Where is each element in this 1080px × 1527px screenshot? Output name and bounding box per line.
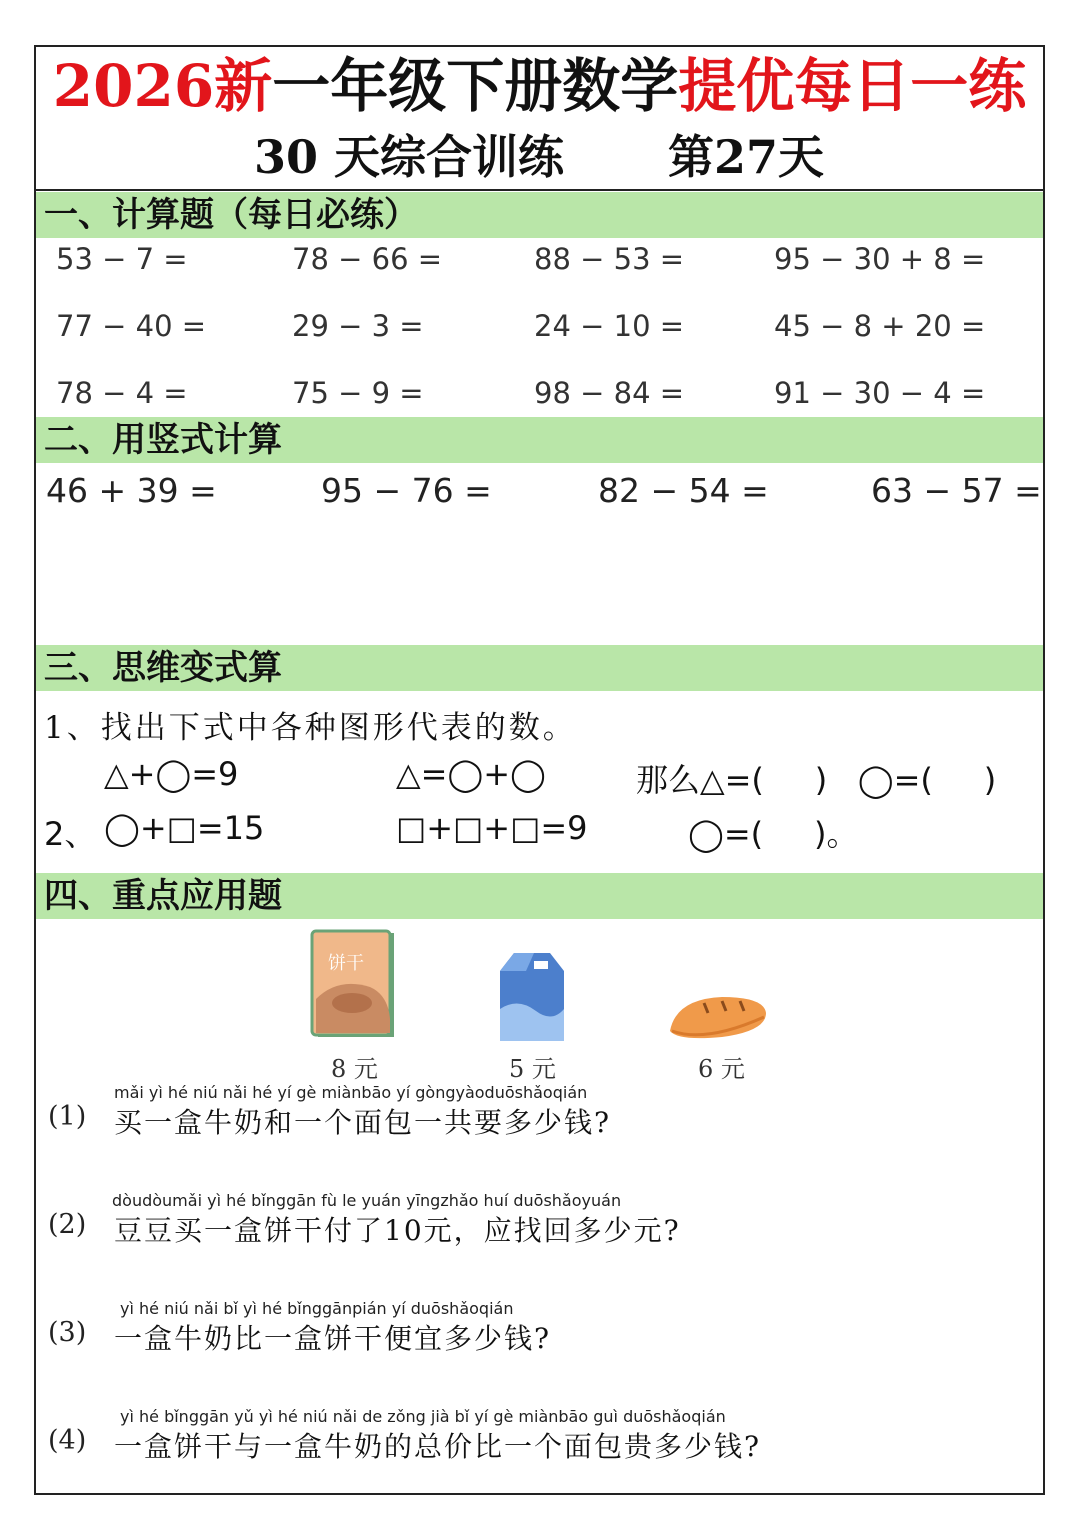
question-pinyin: mǎi yì hé niú nǎi hé yí gè miànbāo yí gòngyàoduōshǎoqián bbox=[114, 1083, 588, 1102]
biscuit-box-image bbox=[308, 929, 400, 1041]
question-text: 豆豆买一盒饼干付了10元，应找回多少元? bbox=[114, 1214, 681, 1247]
header-divider bbox=[36, 189, 1043, 191]
thinking-q2-eq1: ◯+□=15 bbox=[104, 809, 265, 847]
calc-item: 95 − 30 + 8 = bbox=[774, 242, 986, 276]
page-subtitle bbox=[36, 127, 1043, 189]
question-pinyin: yì hé niú nǎi bǐ yì hé bǐnggānpián yí duōshǎoqián bbox=[120, 1299, 514, 1318]
bread-price: 6 元 bbox=[698, 1055, 745, 1083]
calc-item: 45 − 8 + 20 = bbox=[774, 309, 986, 343]
title-grade: 一年级下册数学 bbox=[272, 52, 679, 120]
milk-carton-image bbox=[496, 949, 568, 1045]
calc-item: 91 − 30 − 4 = bbox=[774, 376, 986, 410]
subtitle-training: 30 天综合训练 bbox=[254, 130, 565, 184]
calc-item: 78 − 4 = bbox=[56, 376, 188, 410]
calc-item: 75 − 9 = bbox=[292, 376, 424, 410]
section-calc-heading: 一、计算题（每日必练） bbox=[36, 192, 1043, 238]
section-vertical-heading: 二、用竖式计算 bbox=[36, 417, 1043, 463]
question-text: 一盒牛奶比一盒饼干便宜多少钱? bbox=[114, 1322, 552, 1355]
thinking-q1-eq2: △=◯+◯ bbox=[396, 755, 546, 793]
calc-item: 88 − 53 = bbox=[534, 242, 685, 276]
calc-item: 78 − 66 = bbox=[292, 242, 443, 276]
title-year: 2026新 bbox=[52, 52, 273, 120]
biscuit-price: 8 元 bbox=[331, 1055, 378, 1083]
question-number: (3) bbox=[48, 1317, 87, 1348]
vertical-item: 63 − 57 = bbox=[871, 471, 1042, 510]
calc-item: 24 − 10 = bbox=[534, 309, 685, 343]
question-text: 一盒饼干与一盒牛奶的总价比一个面包贵多少钱? bbox=[114, 1430, 762, 1463]
section-thinking-heading: 三、思维变式算 bbox=[36, 645, 1043, 691]
question-text: 买一盒牛奶和一个面包一共要多少钱? bbox=[114, 1106, 612, 1139]
thinking-q2-eq2: □+□+□=9 bbox=[396, 809, 588, 847]
question-number: (1) bbox=[48, 1101, 87, 1132]
thinking-q1-eq1: △+◯=9 bbox=[104, 755, 239, 793]
vertical-item: 82 − 54 = bbox=[598, 471, 769, 510]
section-application-heading: 四、重点应用题 bbox=[36, 873, 1043, 919]
vertical-item: 95 − 76 = bbox=[321, 471, 492, 510]
calc-item: 98 − 84 = bbox=[534, 376, 685, 410]
thinking-q1-answer: 那么△=( ) ◯=( ) bbox=[636, 761, 997, 799]
bread-image bbox=[666, 991, 770, 1043]
question-pinyin: dòudòumǎi yì hé bǐnggān fù le yuán yīngzhǎo huí duōshǎoyuán bbox=[112, 1191, 622, 1210]
calc-item: 29 − 3 = bbox=[292, 309, 424, 343]
vertical-item: 46 + 39 = bbox=[46, 471, 217, 510]
subtitle-day: 第27天 bbox=[668, 130, 825, 184]
thinking-q2-answer: ◯=( )。 bbox=[688, 815, 859, 853]
question-number: (4) bbox=[48, 1425, 87, 1456]
thinking-q1-text: 1、找出下式中各种图形代表的数。 bbox=[44, 710, 577, 746]
worksheet bbox=[34, 45, 1045, 1495]
title-practice: 提优每日一练 bbox=[678, 52, 1027, 120]
milk-price: 5 元 bbox=[509, 1055, 556, 1083]
biscuit-box-label: 饼干 bbox=[328, 953, 364, 974]
page-title bbox=[36, 47, 1043, 129]
calc-item: 77 − 40 = bbox=[56, 309, 207, 343]
calc-item: 53 − 7 = bbox=[56, 242, 188, 276]
thinking-q2-number: 2、 bbox=[44, 815, 97, 853]
question-number: (2) bbox=[48, 1209, 87, 1240]
question-pinyin: yì hé bǐnggān yǔ yì hé niú nǎi de zǒng jià bǐ yí gè miànbāo guì duōshǎoqián bbox=[120, 1407, 726, 1426]
